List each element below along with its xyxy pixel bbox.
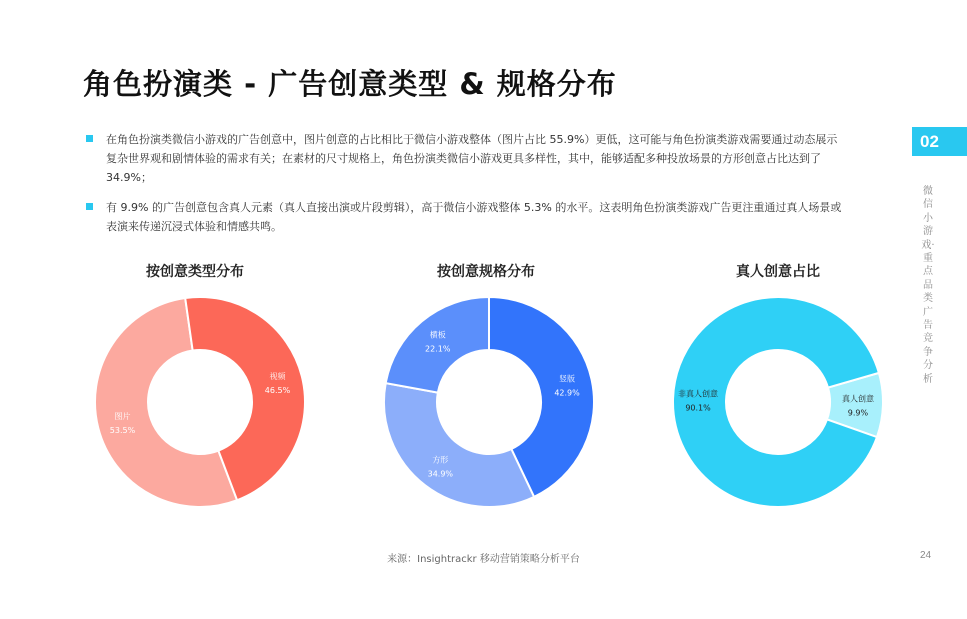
page-number: 24 — [920, 550, 932, 561]
donut-slice — [384, 383, 534, 507]
chart-title-creative-format: 按创意规格分布 — [437, 264, 535, 280]
slice-label: 视频 — [269, 372, 286, 382]
slice-label: 图片 — [114, 411, 131, 421]
slice-label: 真人创意 — [841, 394, 874, 404]
bullet-item — [86, 130, 846, 187]
slice-value-label: 9.9% — [847, 408, 869, 418]
slice-value-label: 42.9% — [554, 388, 580, 398]
donut-chart-real-person — [672, 296, 884, 508]
bullet-text: 在角色扮演类微信小游戏的广告创意中，图片创意的占比相比于微信小游戏整体（图片占比 55.9%）更低，这可能与角色扮演类游戏需要通过动态展示复杂世界观和剧情体验的需求有关；在素材的尺寸规格上，角色扮演类微信小游戏更具多样性，其中，能够适配多种投放场景的方形创意占比达到了 34.9%； — [106, 133, 838, 184]
slice-label: 方形 — [432, 455, 449, 465]
chart-title-real-person: 真人创意占比 — [736, 264, 820, 280]
slice-value-label: 46.5% — [264, 386, 291, 396]
donut-chart-creative-format — [383, 296, 595, 508]
slice-value-label: 34.9% — [427, 469, 454, 479]
bullet-square-icon — [86, 135, 93, 142]
bullet-list — [86, 130, 846, 247]
bullet-item — [86, 198, 846, 236]
slice-value-label: 53.5% — [109, 425, 136, 435]
donut-chart-creative-type — [94, 296, 306, 508]
chart-title-creative-type: 按创意类型分布 — [146, 264, 244, 280]
section-vertical-title: 微信小游戏·重点品类广告竞争分析 — [921, 186, 935, 385]
slice-label: 竖版 — [559, 374, 576, 384]
page-title: 角色扮演类 - 广告创意类型 & 规格分布 — [83, 67, 617, 101]
slice-label: 横板 — [429, 330, 446, 340]
source-note: 来源：Insightrackr 移动营销策略分析平台 — [387, 554, 580, 565]
slice-label: 非真人创意 — [678, 389, 719, 399]
slice-value-label: 90.1% — [685, 403, 711, 413]
section-tab: 02 — [912, 127, 967, 156]
bullet-text: 有 9.9% 的广告创意包含真人元素（真人直接出演或片段剪辑），高于微信小游戏整体 5.3% 的水平。这表明角色扮演类游戏广告更注重通过真人场景或表演来传递沉浸式体验和情感共鸣。 — [106, 201, 842, 233]
slice-value-label: 22.1% — [425, 344, 451, 354]
bullet-square-icon — [86, 203, 93, 210]
